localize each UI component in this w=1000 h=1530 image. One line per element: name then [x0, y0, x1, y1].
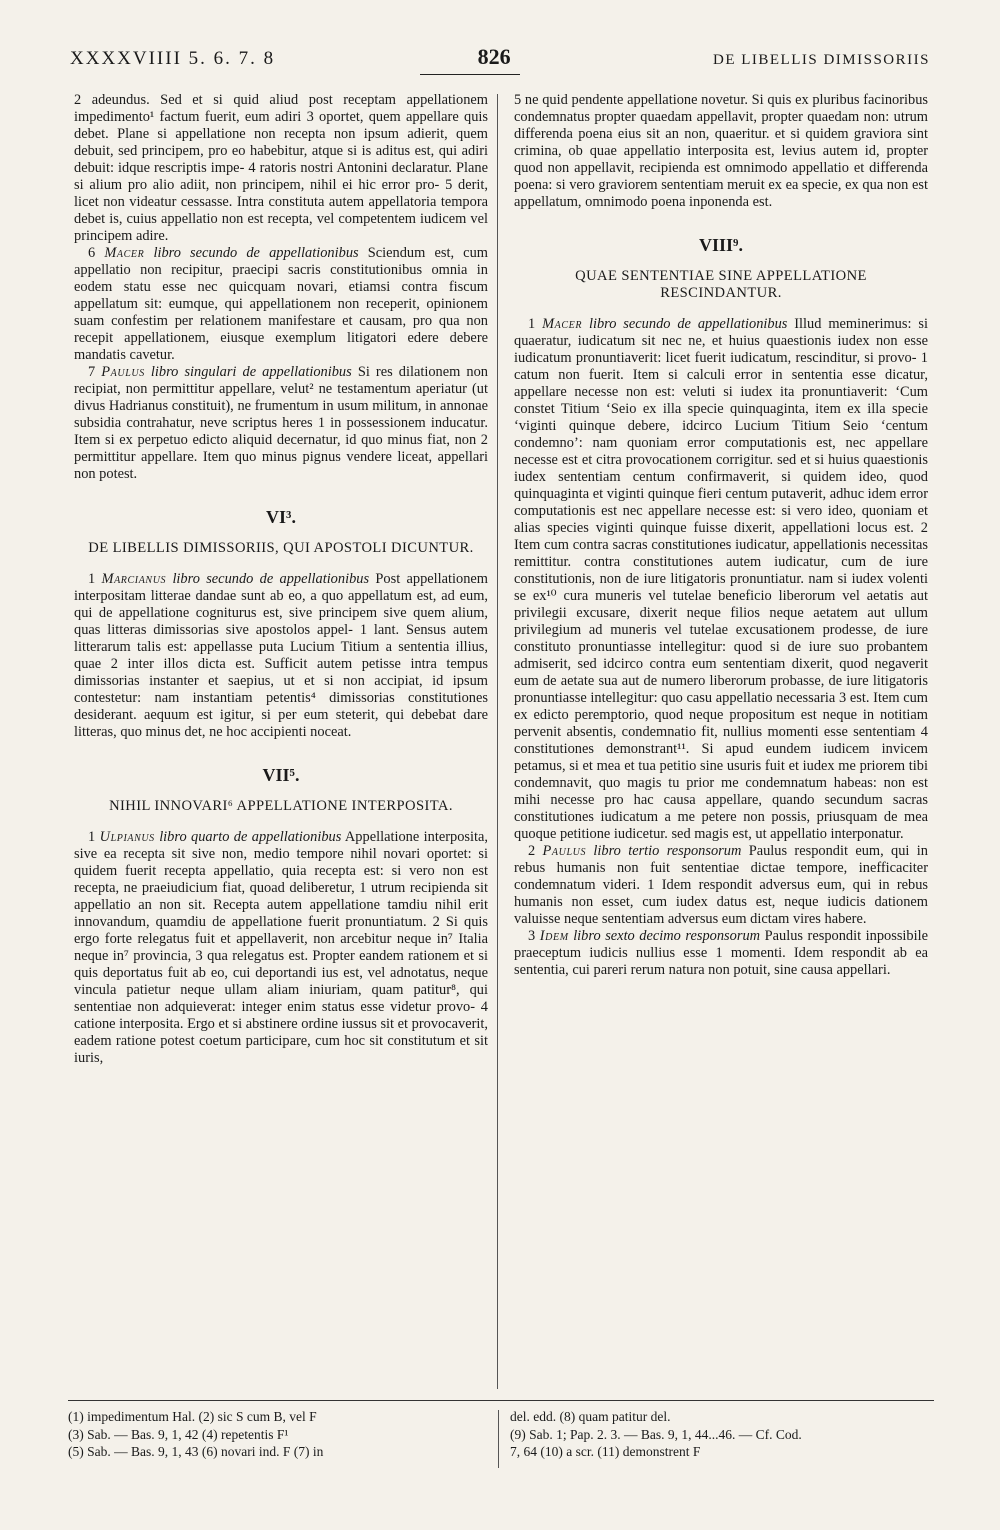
fragment-text: Appellatione interposita, sive ea recepta sit sive non, medio tempore nihil novari oportet: si quidem fuerit recepta appellatio, quia recepta est: si vero non est recepta, ne praeiudicium fiat, quoad deliberetur, 1 utrum recipienda sit appellatio an non sit. Recepta autem appellatione tamdiu nihil erit innovandum, quamdiu de appellatione fuerit pronuntiatum. 2 Si quis ergo forte relegatus fuit et appellaverit, non arcebitur neque in⁷ Italia neque in⁷ provincia, 3 qua relegatus est. Propter eandem rationem et si quis deportatus fuit ab eo, cui deportandi ius est, vel adnotatus, neque vincula patietur neque ullam aliam iniuriam, quam patitur⁸, qui sententiae non adquieverat: integer enim status esse videtur provo- 4 catione interposita. Ergo et si abstinere ordine iussus sit et provocaverit, eadem ratione potest coetum participare, cum hoc sit constitutum et sit iuris,: [74, 829, 488, 1066]
jurist-name: Marcianus: [101, 571, 167, 587]
fragment-number: 1: [528, 316, 536, 332]
work-title: libro tertio responsorum: [593, 843, 742, 859]
fragment-number: 1: [88, 571, 96, 587]
footnote-line: (5) Sab. — Bas. 9, 1, 43 (6) novari ind. F (7) in: [68, 1444, 324, 1459]
paragraph: [74, 364, 488, 483]
footnote-line: (1) impedimentum Hal. (2) sic S cum B, vel F: [68, 1409, 317, 1424]
footnote-line: (9) Sab. 1; Pap. 2. 3. — Bas. 9, 1, 44...46. — Cf. Cod.: [510, 1426, 802, 1442]
work-title: libro quarto de appellationibus: [159, 829, 342, 845]
jurist-name: Macer: [542, 316, 583, 332]
fragment-text: Paulus respondit eum, qui in rebus humanis non fuit sententiae dictae tempore, inefficaciter condemnatum videri. 1 Idem respondit adversus eum, qui in rebus humanis non esset, cum iudex datus est, neque iudicis dationem valuisse neque sententiam adversus eum dictam vires habere.: [514, 843, 928, 927]
right-column: [514, 92, 928, 979]
section-number: VII⁵.: [262, 765, 300, 785]
paragraph: [74, 829, 488, 1067]
fragment-text: Paulus respondit inpossibile praeceptum iudicis nullius esse 1 momenti. Idem respondit ab ea sententia, cui pareri rerum natura non potuit, sine causa appellari.: [514, 928, 929, 978]
paragraph: 5 ne quid pendente appellatione novetur. Si quis ex pluribus facinoribus condemnatus propter quaedam appellavit, propter quaedam non: utrum differenda poena eius sit an non, quaeritur. et si quidem graviora sint crimina, ob quae appellatio interposita est, levius autem id, propter quod non appellavit, recipienda est omnimodo appellatio et differenda poena: si vero graviorem sententiam meruit ex ea specie, ex qua non est appellatum, omnimodo poena inponenda est.: [514, 92, 928, 210]
fragment-text: Post appellationem interpositam litterae dandae sunt ab eo, a quo appellatum est, ad eum, qui de appellatione cogniturus est, sive principem sive quem alium, quas litteras dimissorias sive apostolos appel- 1 lant. Sensus autem litterarum talis est: appellasse puta Lucium Titium a sententia illius, quae 2 inter illos dicta est. Sufficit autem petisse intra tempus dimissorias instanter et saepius, ut et si non accipiat, id ipsum contestetur: nam instantiam petentis⁴ dimissorias constitutiones desiderant. aequum est igitur, si per eum steterit, qui debebat dare litteras, quo minus det, ne hoc accipienti noceat.: [74, 571, 489, 740]
fragment-number: 7: [88, 364, 96, 380]
section-heading: DE LIBELLIS DIMISSORIIS, QUI APOSTOLI DICUNTUR.: [88, 540, 474, 556]
work-title: libro sexto decimo responsorum: [573, 928, 761, 944]
column-divider: [497, 94, 498, 1389]
section-number: VI³.: [266, 507, 296, 527]
left-column: [74, 92, 488, 1067]
fragment-number: 2: [528, 843, 536, 859]
footnote-divider: [498, 1410, 499, 1468]
paragraph: [74, 245, 488, 364]
jurist-name: Paulus: [101, 364, 145, 380]
fragment-number: 3: [528, 928, 536, 944]
fragment-text: Sciendum est, cum appellatio non recipitur, praecipi sacris constitutionibus omnia in eodem statu esse nec quicquam novari, etiamsi contra fiscum appellatum sit: eumque, qui appellationem non receperit, opinionem suam confestim per relationem manifestare et causam, pro qua non recepit appellationem, eiusque exemplum litigatori edere debere mandatis cavetur.: [74, 245, 488, 363]
paragraph: [514, 843, 928, 928]
footnote-line: del. edd. (8) quam patitur del.: [510, 1409, 671, 1424]
work-title: libro secundo de appellationibus: [172, 571, 370, 587]
jurist-name: Paulus: [542, 843, 587, 859]
fragment-text: Si res dilationem non recipiat, non permittitur appellare, velut² ne testamentum aperiatur (ut divus Hadrianus constituit), ne frumentum in usum militum, in annonae subsidia contrahatur, neve scriptus heres 1 in possessionem inducatur. Item si ex perpetuo edicto aliquid decernatur, id quo minus fiat, non 2 permittitur appellare. Item quo minus pignus vendere liceat, appellari non potest.: [74, 364, 488, 482]
jurist-name: Ulpianus: [99, 829, 155, 845]
section-heading: NIHIL INNOVARI⁶ APPELLATIONE INTERPOSITA.: [109, 798, 453, 814]
jurist-name: Macer: [104, 245, 145, 261]
paragraph: [74, 571, 488, 741]
header-rule: [420, 74, 520, 75]
fragment-text: Illud meminerimus: si quaeratur, iudicatum sit nec ne, et huius quaestionis iudex non esse iudicatum pronuntiaverit: licet fuerit iudicatum, rescinditur, si provo- 1 catum non fuerit. Item si calculi error in sententia esse dicatur, appellare necesse non est: veluti si iudex ita pronuntiaverit: ‘Cum constet Titium ‘Seio ex illa specie quinquaginta, item ex illa specie ‘viginti quinque debere, idcirco Lucium Titium Seio ‘centum condemno’: nam quoniam error computationis est, nec appellare necesse est et citra provocationem corrigitur. sed et si huius quaestionis iudex sententiam centum confirmaverit, si quidem ideo, quod quinquaginta et viginti quinque fieri centum putaverit, adhuc idem error computationis est nec appellare necesse est: si vero ideo, quoniam et alias species viginti quinque fuisse dixerit, appellationi locus est. 2 Item cum contra sacras constitutiones iudicatur, appellationis necessitas remittitur. contra constitutiones autem iudicatur, cum de iure constitutionis, non de iure litigatoris pronuntiatur. nam si iudex volenti se ex¹⁰ cura muneris vel tutelae beneficio liberorum vel aetatis aut privilegii excusare, dixerit neque filios neque aetatem aut ullum privilegium ad muneris vel tutelae excusationem prodesse, de iure constituto pronuntiasse intellegitur: quod si de iure suo probantem admiserit, sed idcirco contra eum sententiam dixerit, quod negaverit eum de aetate sua aut de numero liberorum probasse, de iure litigatoris pronuntiasse intellegitur: quo casu appellatio necessaria 3 est. Item cum ex edicto peremptorio, quod neque propositum est neque in notitiam pervenit absentis, condemnatio fit, nullius momenti esse sententiam 4 constitutiones demonstrant¹¹. Si apud eundem iudicem invicem petamus, si et mea et tua petitio sine usuris fuit et iudex me priorem tibi condemnavit, quo magis tu prior me condemnatum habeas: non est mihi necesse pro hac causa appellare, quando secundum sacras constitutiones iudicatum a me petere non possis, priusquam de mea quoque petitione iudicetur. sed magis est, ut appellatio interponatur.: [514, 316, 929, 842]
footnote-line: 7, 64 (10) a scr. (11) demonstrent F: [510, 1444, 701, 1459]
paragraph: [514, 316, 928, 843]
footnotes-left: [68, 1408, 488, 1461]
running-header: [70, 44, 930, 74]
fragment-number: 1: [88, 829, 96, 845]
paragraph: 2 adeundus. Sed et si quid aliud post receptam appellationem impedimento¹ factum fuerit, eum adiri 3 oportet, quem appellare quis debet. Plane si appellatione non recepta non ipsum adierit, quem debuit, sed principem, pro eo habebitur, atque si is aditus est, qui adiri debuit: idque rescriptis impe- 4 ratoris nostri Antonini declaratur. Plane si alium pro alio adiit, non principem, nihil ei hic error pro- 5 derit, licet non videatur cessasse. Intra constituta autem appellatoria tempora debet is, cuius appellatio non est recepta, vel competentem iudicem vel principem adire.: [74, 92, 488, 244]
section-heading: QUAE SENTENTIAE SINE APPELLATIONE RESCINDANTUR.: [575, 268, 867, 301]
work-title: libro secundo de appellationibus: [153, 245, 359, 261]
jurist-name: Idem: [539, 928, 569, 944]
section-number: VIII⁹.: [699, 235, 743, 255]
work-title: libro singulari de appellationibus: [150, 364, 352, 380]
work-title: libro secundo de appellationibus: [588, 316, 788, 332]
footnote-rule: [68, 1400, 934, 1401]
paragraph: [514, 928, 928, 979]
footnotes-right: [510, 1408, 934, 1461]
fragment-number: 6: [88, 245, 96, 261]
page-number: 826: [477, 44, 511, 69]
header-book-reference: XXXXVIIII 5. 6. 7. 8: [70, 48, 276, 69]
footnote-line: (3) Sab. — Bas. 9, 1, 42 (4) repetentis F¹: [68, 1426, 289, 1442]
header-title: DE LIBELLIS DIMISSORIIS: [712, 52, 930, 68]
